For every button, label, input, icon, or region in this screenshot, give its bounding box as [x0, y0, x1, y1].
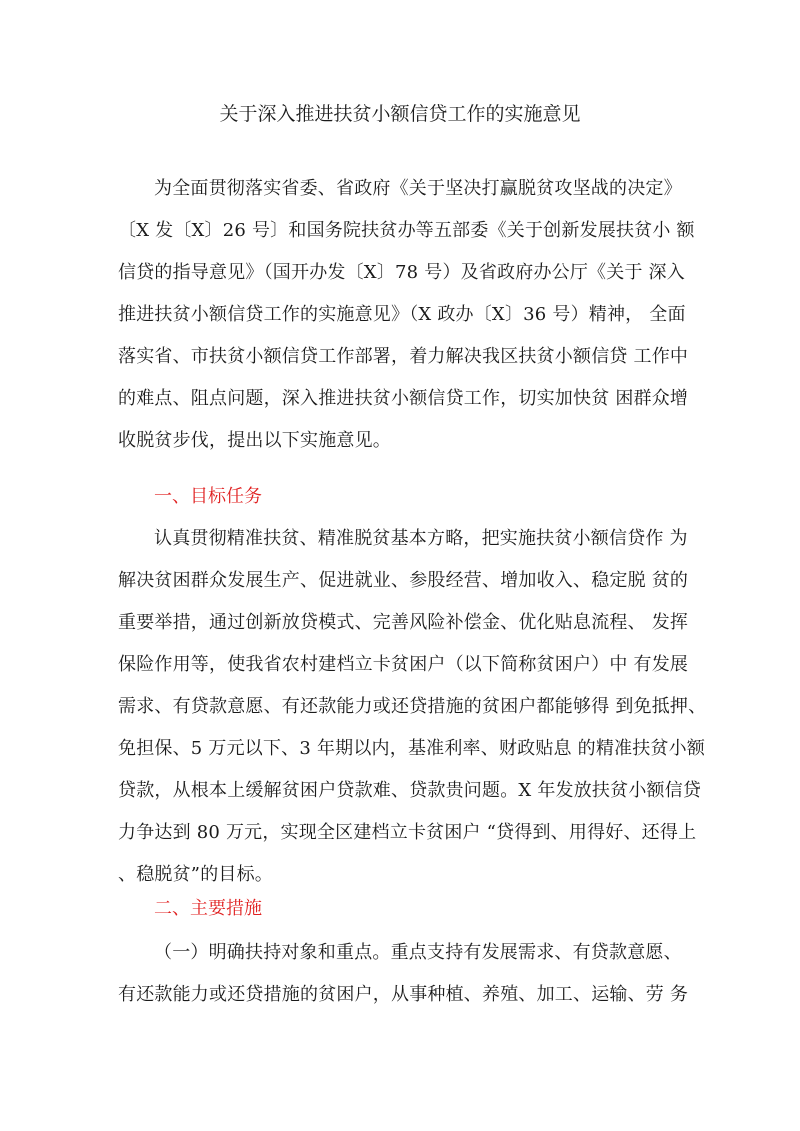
measures-paragraph: [118, 932, 698, 1016]
text-line: （一）明确扶持对象和重点。重点支持有发展需求、有贷款意愿、: [154, 942, 682, 963]
text-line: 、稳脱贫”的目标。: [118, 864, 274, 885]
text-line: 〔X 发〔X〕26 号〕和国务院扶贫办等五部委《关于创新发展扶贫小 额: [118, 220, 695, 241]
text-line: 认真贯彻精准扶贫、精准脱贫基本方略，把实施扶贫小额信贷作 为: [154, 528, 688, 549]
text-line: 保险作用等，使我省农村建档立卡贫困户（以下简称贫困户）中 有发展: [118, 654, 689, 675]
text-line: 的难点、阻点问题，深入推进扶贫小额信贷工作，切实加快贫 困群众增: [118, 388, 689, 409]
section-heading-goals: 一、目标任务: [154, 486, 262, 507]
document-title: 关于深入推进扶贫小额信贷工作的实施意见: [219, 103, 581, 125]
text-line: 贷款，从根本上缓解贫困户贷款难、贷款贵问题。X 年发放扶贫小额信贷: [118, 780, 702, 801]
text-line: 重要举措，通过创新放贷模式、完善风险补偿金、优化贴息流程、 发挥: [118, 612, 689, 633]
text-line: 落实省、市扶贫小额信贷工作部署，着力解决我区扶贫小额信贷 工作中: [118, 346, 689, 367]
text-line: 解决贫困群众发展生产、促进就业、参股经营、增加收入、稳定脱 贫的: [118, 570, 689, 591]
text-line: 信贷的指导意见》（国开办发〔X〕78 号）及省政府办公厅《关于 深入: [118, 262, 685, 283]
text-line: 力争达到 80 万元，实现全区建档立卡贫困户 “贷得到、用得好、还得上: [118, 822, 697, 843]
goals-paragraph: [118, 518, 707, 896]
text-line: 收脱贫步伐，提出以下实施意见。: [118, 430, 391, 451]
text-line: 有还款能力或还贷措施的贫困户，从事种植、养殖、加工、运输、劳 务: [118, 984, 689, 1005]
text-line: 为全面贯彻落实省委、省政府《关于坚决打赢脱贫攻坚战的决定》: [154, 178, 682, 199]
section-heading-measures: 二、主要措施: [154, 898, 262, 919]
text-line: 需求、有贷款意愿、有还款能力或还贷措施的贫困户都能够得 到免抵押、: [118, 696, 707, 717]
text-line: 推进扶贫小额信贷工作的实施意见》（X 政办〔X〕36 号）精神， 全面: [118, 304, 686, 325]
text-line: 免担保、5 万元以下、3 年期以内，基准利率、财政贴息 的精准扶贫小额: [118, 738, 706, 759]
intro-paragraph: [118, 168, 698, 462]
